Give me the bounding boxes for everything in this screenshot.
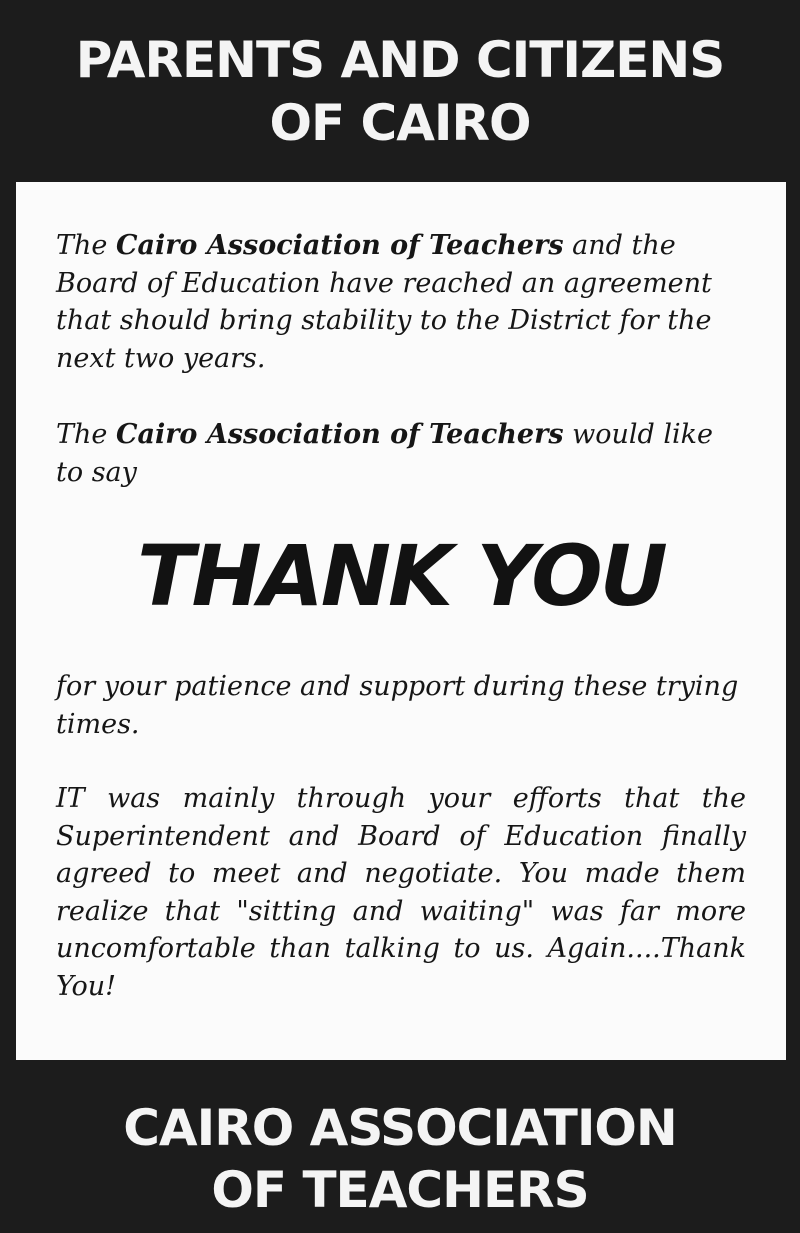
- header-title-line-1: PARENTS AND CITIZENS: [75, 31, 725, 89]
- paragraph-would-like: [56, 416, 746, 491]
- thank-you-heading: THANK YOU: [137, 527, 665, 625]
- p1-start: The: [56, 230, 116, 261]
- p2-bold-org: Cairo Association of Teachers: [115, 419, 564, 450]
- footer-title-line-2: OF TEACHERS: [211, 1161, 589, 1219]
- p1-bold-org: Cairo Association of Teachers: [115, 230, 564, 261]
- paragraph-agreement: [56, 227, 746, 377]
- header-title-line-2: OF CAIRO: [269, 94, 531, 152]
- p2-start: The: [56, 419, 116, 450]
- p1-end: and the Board of Education have reached an agreement that should bring stability to the District for the next two years.: [56, 230, 712, 374]
- paragraph-efforts: IT was mainly through your efforts that the Superintendent and Board of Education finally agreed to meet and negotiate. You made them realize that "sitting and waiting" was far more uncomfortable than talking to us. Again....Thank You!: [56, 783, 746, 1002]
- header-banner: [0, 0, 800, 182]
- message-panel: [16, 182, 786, 1060]
- footer-title-line-1: CAIRO ASSOCIATION: [123, 1099, 677, 1157]
- footer-banner: [0, 1060, 800, 1233]
- paragraph-patience: for your patience and support during these trying times.: [56, 671, 739, 740]
- p2-end: would like to say: [56, 419, 713, 488]
